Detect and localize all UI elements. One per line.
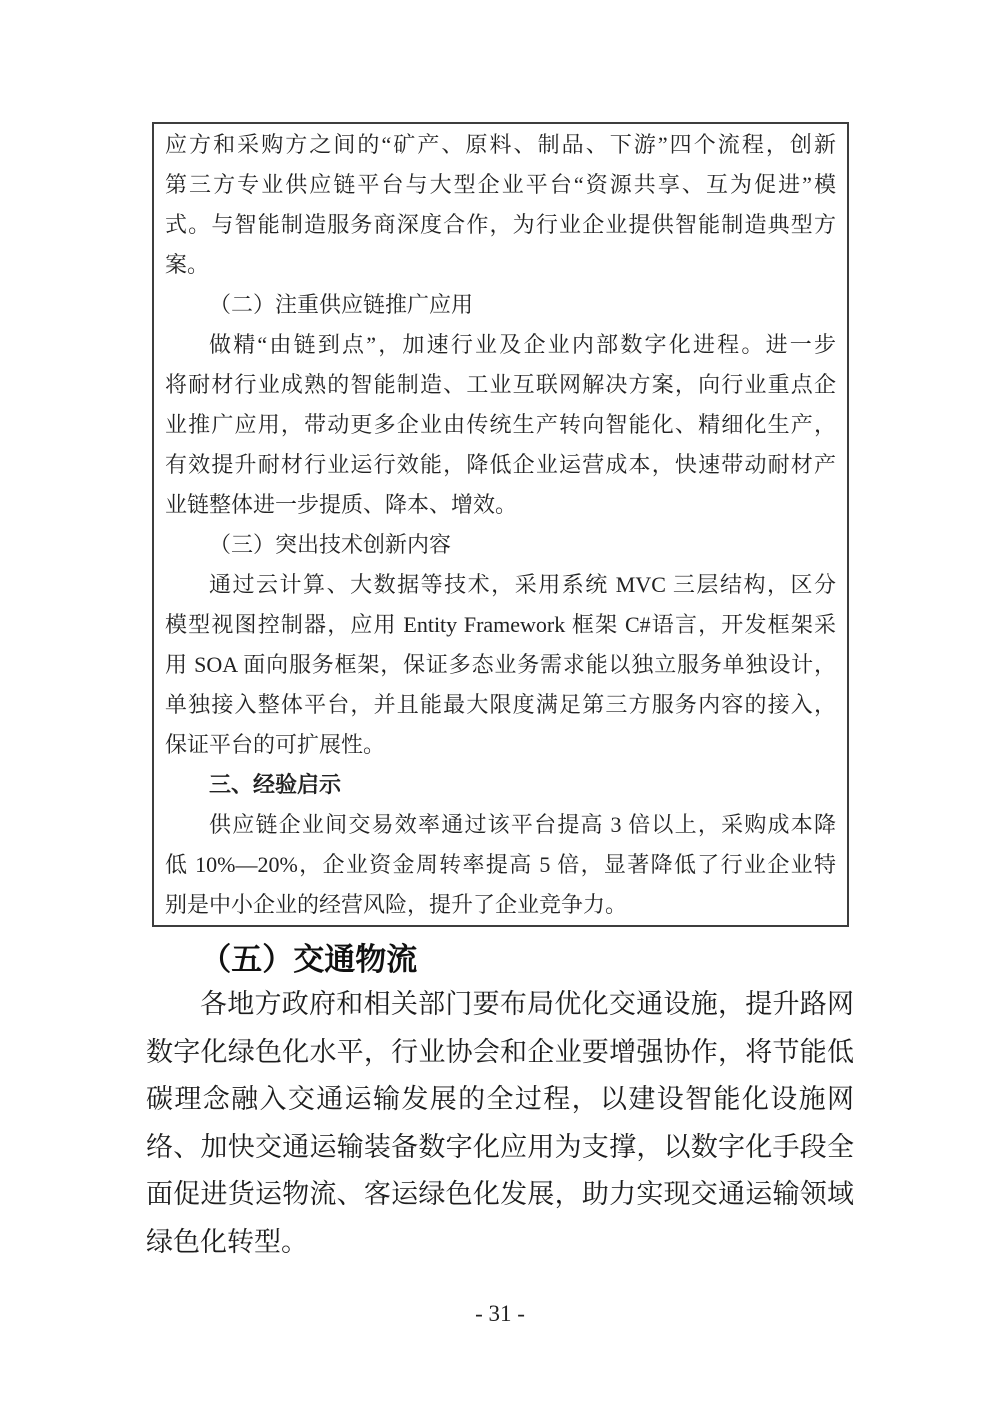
text-line: 低 10%—20%，企业资金周转率提高 5 倍，显著降低了行业企业特 [165,852,836,877]
text-line: 别是中小企业的经营风险，提升了企业竞争力。 [165,892,628,917]
text-line: 模型视图控制器，应用 Entity Framework 框架 C#语言，开发框架采 [165,612,836,637]
text-line: 三、经验启示 [209,772,342,797]
transport-logistics-paragraph [146,981,854,1267]
text-line: 碳理念融入交通运输发展的全过程，以建设智能化设施网 [146,1084,854,1115]
text-line: （二）注重供应链推广应用 [209,292,474,317]
text-line: 做精“由链到点”，加速行业及企业内部数字化进程。进一步 [209,332,836,357]
text-line: 各地方政府和相关部门要布局优化交通设施，提升路网 [200,989,854,1019]
text-line: 络、加快交通运输装备数字化应用为支撑，以数字化手段全 [146,1131,854,1162]
text-line: 将耐材行业成熟的智能制造、工业互联网解决方案，向行业重点企 [165,372,836,397]
text-line: 单独接入整体平台，并且能最大限度满足第三方服务内容的接入， [165,692,836,717]
section-heading-transport-logistics: （五）交通物流 [200,942,418,977]
text-line: 数字化绿色化水平，行业协会和企业要增强协作，将节能低 [146,1036,854,1067]
boxed-case-study-block [152,122,849,927]
text-line: 绿色化转型。 [146,1226,308,1257]
text-line: 通过云计算、大数据等技术，采用系统 MVC 三层结构，区分 [209,572,836,597]
text-line: 第三方专业供应链平台与大型企业平台“资源共享、互为促进”模 [165,172,836,197]
text-line: 供应链企业间交易效率通过该平台提高 3 倍以上，采购成本降 [209,812,836,837]
text-line: 面促进货运物流、客运绿色化发展，助力实现交通运输领域 [146,1179,854,1210]
text-line: 式。与智能制造服务商深度合作，为行业企业提供智能制造典型方 [165,212,836,237]
page-number: - 31 - [475,1301,525,1326]
text-line: （三）突出技术创新内容 [209,532,452,557]
text-line: 应方和采购方之间的“矿产、原料、制品、下游”四个流程，创新 [165,132,836,157]
text-line: 案。 [165,252,210,277]
text-line: 用 SOA 面向服务框架，保证多态业务需求能以独立服务单独设计， [165,652,836,677]
text-line: 业推广应用，带动更多企业由传统生产转向智能化、精细化生产， [165,412,836,437]
text-line: 有效提升耐材行业运行效能，降低企业运营成本，快速带动耐材产 [165,452,836,477]
text-line: 保证平台的可扩展性。 [165,732,386,757]
text-line: 业链整体进一步提质、降本、增效。 [165,492,518,517]
